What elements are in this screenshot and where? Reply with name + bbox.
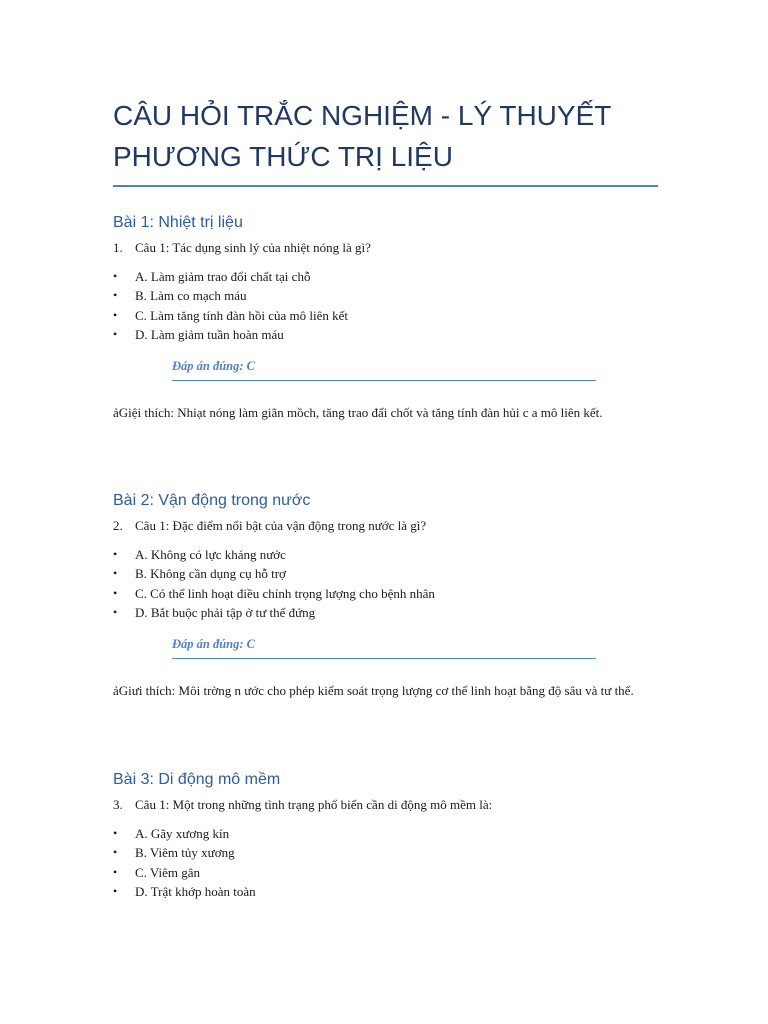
question-number: 3. — [113, 797, 123, 812]
explanation: ảGiệi thích: Nhiạt nóng làm giãn mồch, tăng trao đấi chốt và tăng tính đàn hủi c a mô liên kết. — [113, 405, 603, 421]
question — [113, 517, 658, 535]
title-line-1: CÂU HỎI TRẮC NGHIỆM - LÝ THUYẾT — [113, 100, 612, 131]
option-d — [113, 882, 658, 901]
correct-answer: Đáp án đúng: C — [172, 637, 256, 652]
question-text: Câu 1: Một trong những tình trạng phổ biến cần di động mô mềm là: — [135, 797, 493, 812]
document-title — [113, 95, 658, 187]
question-number: 1. — [113, 240, 123, 255]
option-a — [113, 545, 658, 564]
option-c — [113, 863, 658, 882]
bullet-icon: • — [113, 845, 118, 860]
question-number: 2. — [113, 518, 123, 533]
options-list — [113, 545, 658, 622]
option-b — [113, 286, 658, 305]
bullet-icon: • — [113, 864, 118, 879]
correct-answer: Đáp án đúng: C — [172, 359, 256, 374]
options-list — [113, 824, 658, 901]
option-text: A. Làm giảm trao đổi chất tại chỗ — [135, 269, 311, 284]
question-text: Câu 1: Tác dụng sinh lý của nhiệt nóng là gì? — [135, 240, 371, 255]
option-text: C. Viêm gân — [135, 864, 201, 880]
option-text: D. Bắt buộc phải tập ở tư thế đứng — [135, 604, 316, 620]
option-b — [113, 843, 658, 862]
section-heading: Bài 1: Nhiệt trị liệu — [113, 214, 243, 231]
section-2 — [113, 491, 658, 701]
bullet-icon: • — [113, 326, 118, 341]
question — [113, 239, 658, 257]
option-c — [113, 584, 658, 603]
options-list — [113, 267, 658, 344]
bullet-icon: • — [113, 566, 118, 581]
option-text: B. Không cần dụng cụ hỗ trợ — [135, 566, 286, 582]
bullet-icon: • — [113, 585, 118, 600]
option-text: D. Trật khớp hoàn toàn — [135, 883, 256, 899]
option-text: A. Gãy xương kín — [135, 826, 230, 841]
bullet-icon: • — [113, 307, 118, 322]
option-a — [113, 824, 658, 843]
section-3 — [113, 770, 658, 901]
document-page — [113, 0, 658, 899]
option-d — [113, 325, 658, 344]
option-c — [113, 306, 658, 325]
bullet-icon: • — [113, 547, 118, 561]
bullet-icon: • — [113, 826, 118, 840]
title-line-2: PHƯƠNG THỨC TRỊ LIỆU — [113, 141, 453, 172]
answer-block — [172, 635, 596, 659]
option-text: C. Làm tăng tính đàn hồi của mô liên kết — [135, 307, 349, 323]
answer-block — [172, 357, 596, 381]
option-text: A. Không có lực kháng nước — [135, 547, 286, 562]
section-heading: Bài 3: Di động mô mềm — [113, 771, 281, 788]
option-text: B. Làm co mạch máu — [135, 288, 247, 304]
bullet-icon: • — [113, 604, 118, 619]
section-heading: Bài 2: Vận động trong nước — [113, 492, 311, 509]
bullet-icon: • — [113, 269, 118, 283]
question — [113, 796, 658, 814]
option-text: D. Làm giảm tuần hoàn máu — [135, 326, 284, 342]
question-text: Câu 1: Đặc điểm nổi bật của vận động trong nước là gì? — [135, 518, 427, 533]
bullet-icon: • — [113, 883, 118, 898]
section-1 — [113, 213, 658, 423]
option-a — [113, 267, 658, 286]
option-text: B. Viêm tủy xương — [135, 845, 235, 861]
option-d — [113, 603, 658, 622]
bullet-icon: • — [113, 288, 118, 303]
option-b — [113, 564, 658, 583]
explanation: ảGiưi thích: Môi trờng n ước cho phép kiểm soát trọng lượng cơ thể linh hoạt bằng độ sâu và tư thế. — [113, 683, 634, 699]
option-text: C. Có thể linh hoạt điều chỉnh trọng lượng cho bệnh nhân — [135, 585, 435, 601]
